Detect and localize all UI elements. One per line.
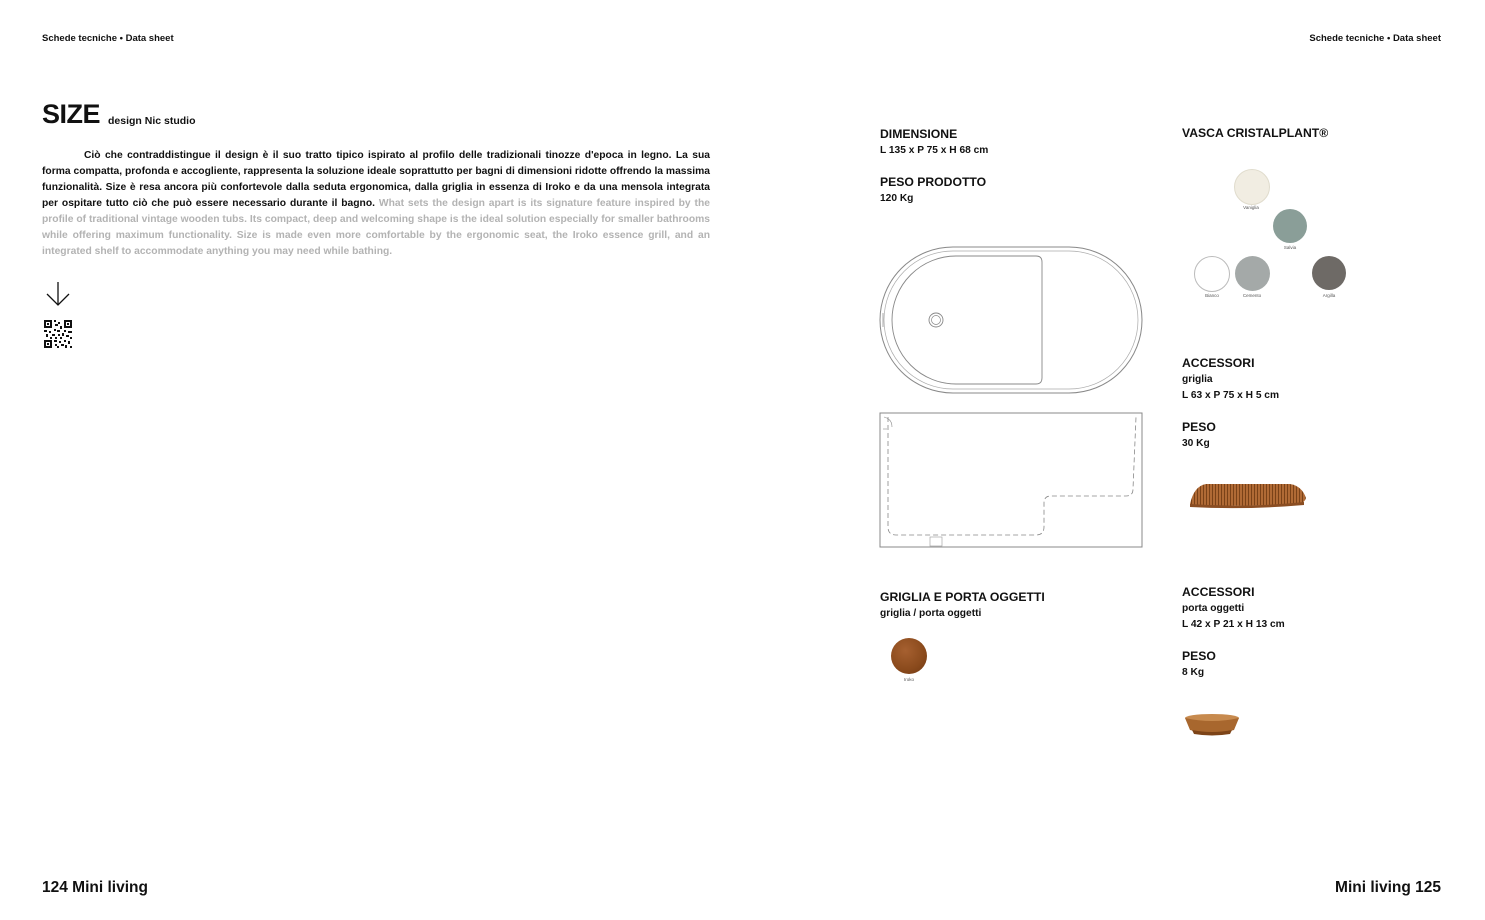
color-swatch-salvia [1273, 209, 1307, 243]
footer-page-left: 124 Mini living [42, 879, 148, 896]
weight-value: 120 Kg [880, 193, 914, 204]
color-swatch-bianco [1194, 256, 1230, 292]
color-swatch-cemento-caption: Cemento [1242, 293, 1262, 298]
accessory2-name: porta oggetti [1182, 603, 1245, 614]
color-swatch-bianco-caption: Bianco [1205, 293, 1219, 298]
color-swatch-salvia-caption: Salvia [1283, 245, 1297, 250]
accessory1-size: L 63 x P 75 x H 5 cm [1182, 390, 1280, 401]
iroko-swatch [891, 638, 927, 674]
object-holder-image [1184, 710, 1244, 738]
product-title: SIZE [42, 99, 101, 129]
qr-code-icon[interactable] [44, 320, 72, 348]
running-header-right: Schede tecniche • Data sheet [1309, 33, 1441, 44]
color-swatch-argilla [1312, 256, 1346, 290]
dimension-value: L 135 x P 75 x H 68 cm [880, 145, 989, 156]
grill-section-value: griglia / porta oggetti [880, 608, 982, 619]
grill-accessory-image [1186, 478, 1310, 512]
description-english: What sets the design apart is its signature feature inspired by the profile of traditional vintage wooden tubs. Its compact, deep and welcoming shape is the ideal solution especially for smaller bathrooms while offering maximum functionality. Size is made even more comfortable by the ergonomic seat, the Iroko essence grill, and an integrated shelf to accommodate anything you may need while bathing. [42, 198, 710, 257]
accessory1-weight: 30 Kg [1182, 438, 1210, 449]
tub-colors-label: VASCA CRISTALPLANT® [1182, 126, 1329, 140]
footer-page-right: Mini living 125 [1335, 879, 1441, 896]
tub-side-view-drawing [878, 411, 1146, 551]
color-swatch-vaniglia-caption: Vaniglia [1243, 205, 1259, 210]
accessory1-name: griglia [1182, 374, 1213, 385]
tub-top-view-drawing [878, 245, 1146, 397]
accessory2-weight-label: PESO [1182, 649, 1216, 663]
product-designer: design Nic studio [108, 115, 196, 127]
grill-section-label: GRIGLIA E PORTA OGGETTI [880, 590, 1045, 604]
accessory2-size: L 42 x P 21 x H 13 cm [1182, 619, 1285, 630]
running-header-left: Schede tecniche • Data sheet [42, 33, 174, 44]
accessory1-label: ACCESSORI [1182, 356, 1255, 370]
description-italian: Ciò che contraddistingue il design è il suo tratto tipico ispirato al profilo delle tradizionali tinozze d'epoca in legno. La sua forma compatta, profonda e accogliente, rappresenta la soluzione ideale soprattutto per bagni di dimensioni ridotte offrendo la massima funzionalità. Size è resa ancora più confortevole dalla seduta ergonomica, dalla griglia in essenza di Iroko e da una mensola integrata per ospitare tutto ciò che può essere necessario durante il bagno. [42, 150, 710, 209]
weight-label: PESO PRODOTTO [880, 175, 987, 189]
product-description [42, 148, 710, 260]
iroko-swatch-caption: Iroko [903, 677, 914, 682]
accessory1-weight-label: PESO [1182, 420, 1216, 434]
color-swatch-argilla-caption: Argilla [1322, 293, 1336, 298]
arrow-down-icon [45, 280, 71, 308]
color-swatch-vaniglia [1234, 169, 1270, 205]
accessory2-label: ACCESSORI [1182, 585, 1255, 599]
color-swatch-cemento [1235, 256, 1270, 291]
accessory2-weight: 8 Kg [1182, 667, 1205, 678]
dimension-label: DIMENSIONE [880, 127, 958, 141]
